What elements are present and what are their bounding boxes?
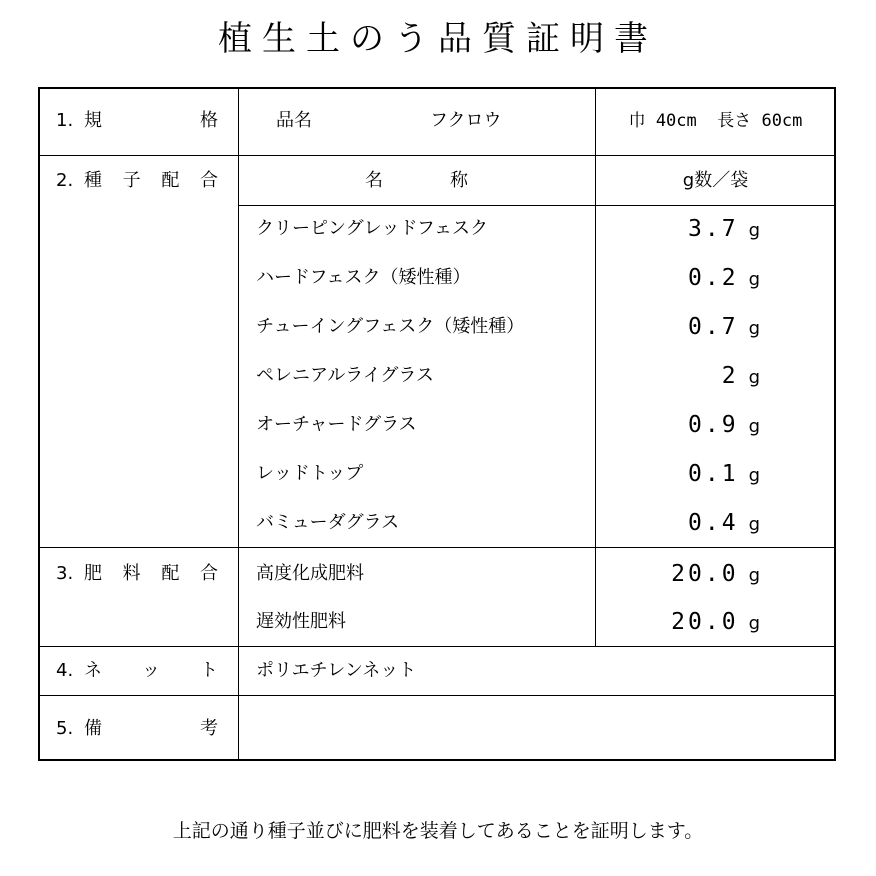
- category-label-char: 子: [122, 170, 141, 191]
- seed-item-quantity: [600, 461, 760, 489]
- category-fertilizer: [40, 563, 236, 585]
- category-label-char: 合: [199, 563, 218, 584]
- fertilizer-item-name: 遅効性肥料: [256, 611, 346, 632]
- seed-item-name: チューイングフェスク（矮性種）: [256, 316, 525, 337]
- document-title: 植生土のう品質証明書: [218, 19, 658, 59]
- product-label: 品名: [276, 110, 312, 131]
- quantity-value: 0.1: [688, 461, 739, 487]
- category-label-char: 配: [161, 563, 180, 584]
- category-seed: [40, 170, 236, 192]
- seed-item-name: クリーピングレッドフェスク: [256, 218, 489, 239]
- quantity-unit: g: [748, 269, 760, 290]
- quantity-value: 3.7: [688, 216, 739, 242]
- quantity-value: 20.0: [671, 609, 739, 635]
- category-label-char: ッ: [142, 660, 160, 681]
- seed-item-name: ハードフェスク（矮性種）: [256, 267, 471, 288]
- quantity-value: 0.7: [688, 314, 739, 340]
- seed-item-name: レッドトップ: [256, 463, 364, 484]
- quantity-value: 0.9: [688, 412, 739, 438]
- quantity-unit: g: [748, 565, 760, 586]
- quantity-unit: g: [748, 318, 760, 339]
- quantity-unit: g: [748, 367, 760, 388]
- product-name: フクロウ: [430, 110, 502, 131]
- category-label-char: 配: [161, 170, 180, 191]
- category-spec: [40, 110, 236, 132]
- row-divider-spec: [38, 155, 836, 156]
- quantity-unit: g: [748, 514, 760, 535]
- seed-item-name: バミューダグラス: [256, 512, 400, 533]
- row-divider-seed-header: [238, 205, 836, 206]
- quantity-value: 0.2: [688, 265, 739, 291]
- category-label-char: 合: [199, 170, 218, 191]
- row-divider-fertilizer: [38, 646, 836, 647]
- row-divider-net: [38, 695, 836, 696]
- quantity-unit: g: [748, 465, 760, 486]
- category-remarks: [40, 718, 236, 740]
- seed-item-quantity: [600, 510, 760, 538]
- row-divider-seed: [38, 547, 836, 548]
- category-label-char: ネ: [84, 660, 102, 681]
- header-quantity: g数／袋: [682, 170, 749, 191]
- category-number: 5.: [56, 718, 74, 739]
- product-size: 巾 40cm 長さ 60cm: [628, 111, 803, 131]
- category-label-char: 備: [84, 718, 102, 739]
- fertilizer-item-quantity: [600, 609, 760, 637]
- certification-statement: 上記の通り種子並びに肥料を装着してあることを証明します。: [172, 820, 704, 842]
- category-number: 3.: [56, 563, 74, 584]
- seed-item-quantity: [600, 216, 760, 244]
- column-divider-category: [238, 87, 239, 761]
- seed-item-quantity: [600, 412, 760, 440]
- seed-item-quantity: [600, 363, 760, 391]
- category-label-char: 肥: [84, 563, 102, 584]
- quantity-unit: g: [748, 220, 760, 241]
- quantity-value: 2: [721, 363, 739, 389]
- category-label-char: 考: [200, 718, 218, 739]
- category-label-char: 料: [122, 563, 141, 584]
- header-name-char: 称: [450, 170, 468, 191]
- category-label-char: ト: [200, 660, 218, 681]
- net-material: ポリエチレンネット: [256, 660, 417, 681]
- category-label-char: 格: [200, 110, 218, 131]
- quantity-value: 0.4: [688, 510, 739, 536]
- quantity-unit: g: [748, 613, 760, 634]
- header-name-char: 名: [365, 170, 383, 191]
- seed-item-name: ペレニアルライグラス: [256, 365, 434, 386]
- category-label-char: 種: [84, 170, 102, 191]
- category-number: 1.: [56, 110, 74, 131]
- category-label-char: 規: [84, 110, 102, 131]
- category-number: 2.: [56, 170, 74, 191]
- category-net: [40, 660, 236, 682]
- fertilizer-item-quantity: [600, 561, 760, 589]
- quantity-value: 20.0: [671, 561, 739, 587]
- seed-item-quantity: [600, 314, 760, 342]
- fertilizer-item-name: 高度化成肥料: [256, 563, 364, 584]
- category-number: 4.: [56, 660, 74, 681]
- seed-item-name: オーチャードグラス: [256, 414, 417, 435]
- quantity-unit: g: [748, 416, 760, 437]
- seed-item-quantity: [600, 265, 760, 293]
